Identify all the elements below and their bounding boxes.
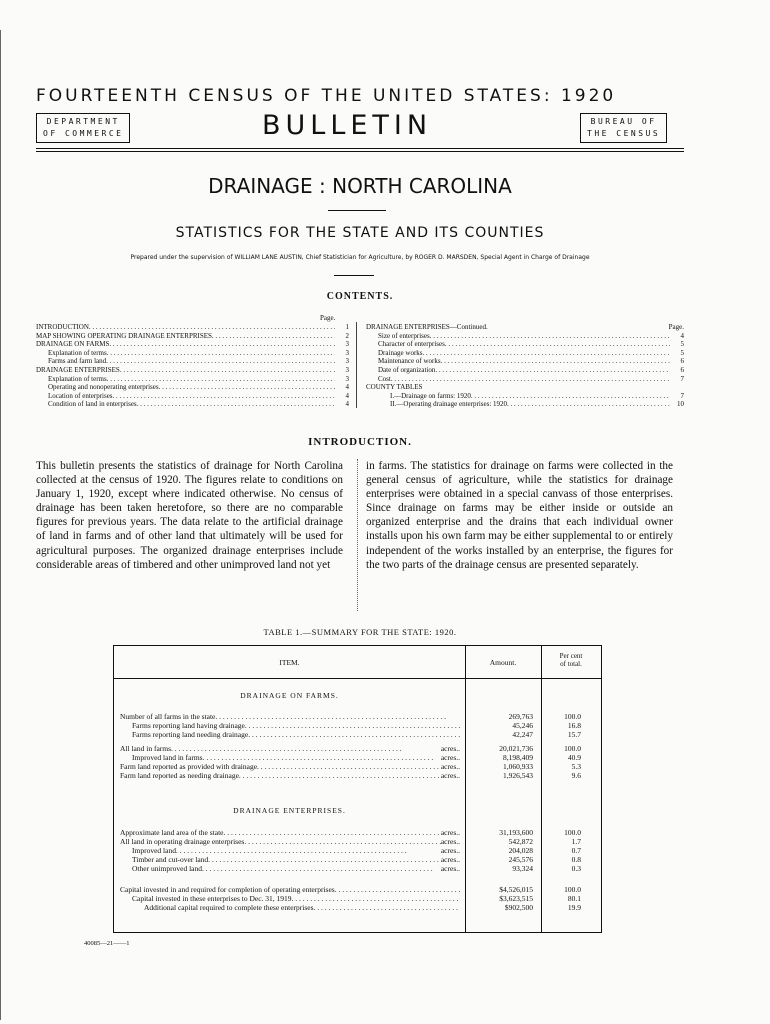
- row-label: Number of all farms in the state: [120, 712, 216, 721]
- row-item: [120, 894, 460, 903]
- toc-entry-page: 3: [345, 348, 349, 357]
- toc-entry-label: DRAINAGE ON FARMS: [36, 340, 110, 349]
- toc-entry-page: 4: [680, 331, 684, 340]
- row-amount: 204,028: [508, 846, 533, 855]
- toc-entry: [36, 332, 349, 341]
- toc-entry: [36, 357, 349, 366]
- toc-leader: [107, 375, 335, 384]
- row-label: Improved land in farms: [132, 753, 203, 762]
- toc-entry: [366, 323, 684, 332]
- row-leader: [176, 846, 441, 855]
- row-leader: [292, 894, 460, 903]
- toc-leader: [441, 357, 670, 366]
- department-line: DEPARTMENT: [46, 117, 120, 126]
- row-leader: [314, 903, 460, 912]
- toc-entry: [366, 349, 684, 358]
- toc-leader: [106, 357, 335, 366]
- toc-leader: [113, 392, 335, 401]
- contents-right: [366, 323, 684, 409]
- row-unit: acres..: [440, 846, 460, 855]
- toc-entry: [36, 400, 349, 409]
- row-unit: acres..: [440, 771, 460, 780]
- row-label: Timber and cut-over land: [132, 855, 209, 864]
- row-percent: 80.1: [567, 894, 581, 903]
- row-percent: 16.8: [567, 721, 581, 730]
- toc-leader: [159, 383, 335, 392]
- row-label: Farms reporting land needing drainage: [132, 730, 249, 739]
- row-amount: 20,021,736: [499, 744, 533, 753]
- row-label: Approximate land area of the state: [120, 828, 224, 837]
- row-percent: 0.7: [571, 846, 581, 855]
- section-drainage-enterprises: DRAINAGE ENTERPRISES.: [233, 806, 346, 815]
- row-unit: acres..: [440, 855, 460, 864]
- toc-entry-page: 7: [680, 374, 684, 383]
- toc-entry-label: Maintenance of works: [378, 357, 441, 366]
- toc-leader: [445, 340, 670, 349]
- toc-entry-label: Condition of land in enterprises: [48, 400, 137, 409]
- row-amount: 542,872: [508, 837, 533, 846]
- row-amount: $902,500: [504, 903, 533, 912]
- toc-entry-label: Location of enterprises: [48, 391, 113, 400]
- toc-leader: [471, 392, 670, 401]
- toc-entry: [366, 392, 684, 401]
- toc-entry-page: 6: [680, 357, 684, 366]
- toc-entry-page: 7: [680, 391, 684, 400]
- prepared-by: Prepared under the supervision of WILLIAM LANE AUSTIN, Chief Statistician for Agriculture, by ROGER D. MARSDEN, Special Agent in Charge of Drainage: [130, 254, 590, 261]
- row-label: Improved land: [132, 846, 176, 855]
- toc-entry-label: MAP SHOWING OPERATING DRAINAGE ENTERPRISES: [36, 331, 212, 340]
- row-unit: acres..: [440, 837, 460, 846]
- toc-entry-page: 4: [345, 391, 349, 400]
- toc-leader: [422, 383, 658, 392]
- toc-entry-label: Farms and farm land: [48, 357, 107, 366]
- toc-entry: [36, 392, 349, 401]
- row-amount: 1,060,933: [503, 762, 533, 771]
- toc-entry-page: Page.: [668, 323, 684, 331]
- row-leader: [257, 762, 441, 771]
- row-amount: 245,576: [508, 855, 533, 864]
- row-label: Additional capital required to complete these enterprises: [144, 903, 314, 912]
- row-unit: acres..: [440, 753, 460, 762]
- bureau-box: [580, 113, 667, 143]
- row-unit: acres..: [440, 762, 460, 771]
- toc-entry: [36, 383, 349, 392]
- toc-entry: [366, 357, 684, 366]
- toc-entry-page: 3: [345, 365, 349, 374]
- row-unit: acres..: [440, 744, 460, 753]
- row-item: [120, 885, 460, 894]
- toc-entry-label: I.—Drainage on farms: 1920: [390, 391, 471, 400]
- toc-entry-label: Explanation of terms: [48, 374, 107, 383]
- toc-entry: [366, 340, 684, 349]
- masthead-rule: [36, 151, 684, 152]
- contents-divider: [356, 322, 357, 408]
- toc-entry-label: COUNTY TABLES: [366, 383, 423, 392]
- row-amount: 31,193,600: [499, 828, 533, 837]
- title-rule: [328, 210, 386, 211]
- row-leader: [245, 721, 460, 730]
- row-percent: 1.7: [571, 837, 581, 846]
- row-item: [120, 837, 460, 846]
- row-amount: $3,623,515: [499, 894, 533, 903]
- row-amount: $4,526,015: [499, 885, 533, 894]
- toc-leader: [120, 366, 335, 375]
- table-header-rule: [114, 678, 601, 679]
- row-leader: [171, 744, 441, 753]
- row-item: [120, 744, 460, 753]
- row-leader: [224, 828, 441, 837]
- toc-entry: [366, 383, 684, 392]
- toc-leader: [212, 332, 335, 341]
- toc-entry-label: Date of organization: [378, 365, 436, 374]
- toc-entry-label: II.—Operating drainage enterprises: 1920: [390, 400, 508, 409]
- row-percent: 100.0: [564, 712, 581, 721]
- toc-entry: [36, 366, 349, 375]
- row-leader: [248, 730, 460, 739]
- row-percent: 0.8: [571, 855, 581, 864]
- row-item: [120, 855, 460, 864]
- row-item: [120, 712, 460, 721]
- row-leader: [202, 864, 441, 873]
- toc-entry-page: 5: [680, 340, 684, 349]
- row-label: Other unimproved land: [132, 864, 202, 873]
- toc-entry-page: 4: [345, 400, 349, 409]
- toc-leader: [109, 340, 335, 349]
- row-item: [120, 903, 460, 912]
- toc-leader: [435, 366, 670, 375]
- toc-entry: [36, 323, 349, 332]
- toc-leader: [137, 400, 335, 409]
- row-percent: 0.3: [571, 864, 581, 873]
- row-item: [120, 771, 460, 780]
- department-box: [36, 113, 130, 143]
- table-caption: TABLE 1.—SUMMARY FOR THE STATE: 1920.: [263, 627, 457, 637]
- toc-entry-label: DRAINAGE ENTERPRISES: [36, 365, 120, 374]
- toc-leader: [89, 323, 335, 332]
- toc-entry: [366, 400, 684, 409]
- row-percent: 5.3: [571, 762, 581, 771]
- toc-entry-label: Drainage works: [378, 348, 423, 357]
- section-drainage-on-farms: DRAINAGE ON FARMS.: [240, 691, 339, 700]
- toc-entry: [36, 340, 349, 349]
- row-leader: [208, 855, 441, 864]
- toc-entry-page: 2: [345, 331, 349, 340]
- col-percent: [541, 652, 601, 668]
- introduction-heading: INTRODUCTION.: [308, 436, 412, 448]
- contents-left: [36, 323, 349, 409]
- masthead-title: FOURTEENTH CENSUS OF THE UNITED STATES: 1920: [36, 86, 617, 106]
- row-item: [120, 846, 460, 855]
- row-label: All land in operating drainage enterprises: [120, 837, 245, 846]
- toc-entry-page: 1: [345, 323, 349, 331]
- toc-entry-label: INTRODUCTION: [36, 323, 89, 331]
- masthead-rule: [36, 148, 684, 149]
- row-amount: 1,926,543: [503, 771, 533, 780]
- column-divider: [357, 459, 358, 611]
- row-amount: 93,324: [512, 864, 533, 873]
- toc-entry-label: Cost: [378, 374, 391, 383]
- row-leader: [239, 771, 441, 780]
- toc-leader: [507, 400, 670, 409]
- row-label: Capital invested in and required for completion of operating enterprises: [120, 885, 335, 894]
- toc-entry-label: Character of enterprises: [378, 340, 445, 349]
- summary-table: [113, 645, 602, 933]
- row-leader: [203, 753, 441, 762]
- toc-entry-page: 3: [345, 340, 349, 349]
- toc-leader: [107, 349, 335, 358]
- row-label: Farm land reported as provided with drainage: [120, 762, 258, 771]
- row-amount: 45,246: [512, 721, 533, 730]
- bureau-line: BUREAU OF: [590, 117, 657, 126]
- toc-entry-label: Size of enterprises: [378, 331, 430, 340]
- intro-column-1: This bulletin presents the statistics of drainage for North Carolina collected at the census of 1920. The figures relate to conditions on January 1, 1920, except where indicated otherwise. No census of drainage has been taken heretofore, so there are no comparable figures for previous years. The data relate to the artificial drainage of land in farms and of other land that ultimately will be used for agricultural purposes. The organized drainage enterprises include considerable areas of timbered and other unimproved land not yet: [36, 460, 343, 571]
- toc-entry-page: 6: [680, 365, 684, 374]
- row-percent: 19.9: [567, 903, 581, 912]
- row-leader: [335, 885, 460, 894]
- row-label: Capital invested in these enterprises to Dec. 31, 1919: [132, 894, 292, 903]
- row-amount: 269,763: [508, 712, 533, 721]
- footer-code: 40085—21——1: [84, 940, 130, 947]
- col-percent-line: of total.: [560, 660, 582, 668]
- toc-entry: [36, 375, 349, 384]
- row-percent: 100.0: [564, 828, 581, 837]
- row-item: [120, 753, 460, 762]
- row-item: [120, 762, 460, 771]
- row-percent: 100.0: [564, 744, 581, 753]
- toc-entry-page: 3: [345, 374, 349, 383]
- toc-leader: [391, 375, 670, 384]
- row-unit: acres..: [440, 864, 460, 873]
- toc-leader: [488, 323, 658, 332]
- contents-heading: CONTENTS.: [326, 291, 394, 302]
- col-percent-line: Per cent: [559, 652, 583, 660]
- row-item: [120, 721, 460, 730]
- row-item: [120, 730, 460, 739]
- row-item: [120, 828, 460, 837]
- row-percent: 15.7: [567, 730, 581, 739]
- toc-entry-page: 3: [345, 357, 349, 366]
- toc-entry-page: [658, 383, 684, 392]
- prepared-rule: [334, 275, 374, 276]
- row-leader: [244, 837, 441, 846]
- row-percent: 40.9: [567, 753, 581, 762]
- toc-entry-label: Operating and nonoperating enterprises: [48, 383, 159, 392]
- col-amount: Amount.: [489, 658, 517, 667]
- toc-entry: [366, 375, 684, 384]
- toc-entry: [366, 366, 684, 375]
- toc-entry: [366, 332, 684, 341]
- col-item: ITEM.: [279, 658, 300, 667]
- contents-page-label: Page.: [320, 314, 336, 322]
- row-amount: 42,247: [512, 730, 533, 739]
- bulletin-title: BULLETIN: [262, 110, 433, 141]
- toc-leader: [423, 349, 670, 358]
- toc-leader: [430, 332, 670, 341]
- toc-entry-label: Explanation of terms: [48, 348, 107, 357]
- intro-column-2: in farms. The statistics for drainage on farms were collected in the general census of agriculture, while the statistics for drainage enterprises were obtained in a special canvass of those enterprises. Since drainage on farms may be either inside or outside an organized enterprise and the drains that each individual owner installs upon his own farm may be either supplemental to or entirely independent of the works installed by an enterprise, the figures for the two parts of the drainage census are presented separately.: [366, 460, 673, 571]
- page-title: DRAINAGE : NORTH CAROLINA: [208, 174, 512, 198]
- row-item: [120, 864, 460, 873]
- row-label: Farms reporting land having drainage: [132, 721, 245, 730]
- row-percent: 9.6: [571, 771, 581, 780]
- row-amount: 8,198,409: [503, 753, 533, 762]
- toc-entry-page: 10: [677, 400, 684, 409]
- toc-entry-page: 4: [345, 383, 349, 392]
- department-line: OF COMMERCE: [43, 129, 124, 138]
- row-percent: 100.0: [564, 885, 581, 894]
- toc-entry: [36, 349, 349, 358]
- toc-entry-page: 5: [680, 348, 684, 357]
- bureau-line: THE CENSUS: [587, 129, 661, 138]
- toc-entry-label: DRAINAGE ENTERPRISES—Continued.: [366, 323, 488, 331]
- row-unit: acres..: [440, 828, 460, 837]
- row-label: All land in farms: [120, 744, 172, 753]
- row-leader: [215, 712, 460, 721]
- row-label: Farm land reported as needing drainage: [120, 771, 239, 780]
- subtitle: STATISTICS FOR THE STATE AND ITS COUNTIES: [175, 225, 545, 241]
